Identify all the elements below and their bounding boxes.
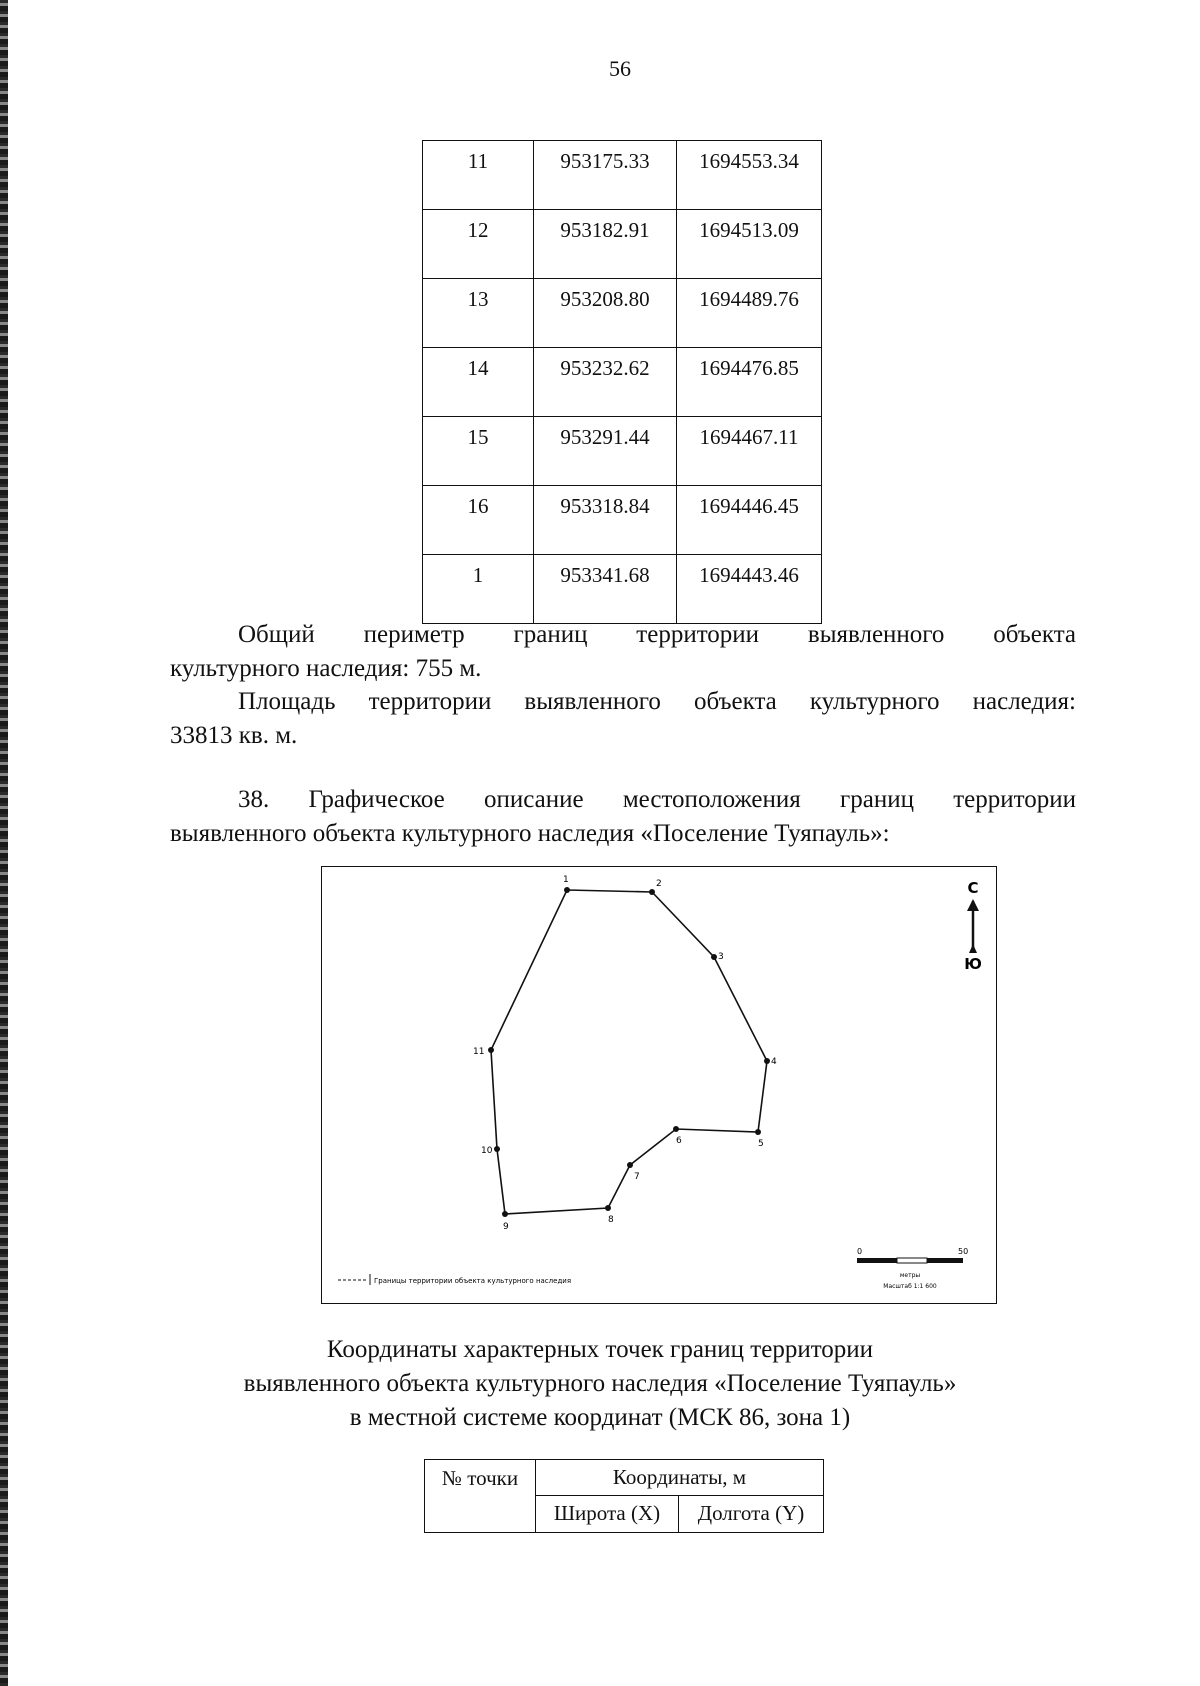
table-row [423,417,822,486]
boundary-point-label: 3 [718,952,724,962]
x-coordinate-cell: 953182.91 [534,210,677,279]
perimeter-word: территории [636,621,760,648]
header-point-number: № точки [425,1460,536,1533]
boundary-point-label: 7 [634,1172,640,1182]
boundary-point-label: 4 [771,1057,777,1067]
boundary-point-2 [649,889,655,895]
x-coordinate-cell: 953208.80 [534,279,677,348]
scale-bar [857,1247,968,1290]
perimeter-word: Общий [238,621,315,648]
y-coordinate-cell: 1694489.76 [677,279,822,348]
perimeter-word: объекта [993,621,1077,648]
header-latitude-x: Широта (X) [536,1495,679,1532]
area-line-2: 33813 кв. м. [170,722,298,749]
table-row [423,486,822,555]
boundary-point-label: 2 [656,879,662,889]
compass-north-label: С [967,879,979,897]
point-number-cell: 13 [423,279,534,348]
y-coordinate-cell: 1694443.46 [677,555,822,624]
coordinates-table-continued [422,140,822,624]
boundary-point-label: 11 [473,1047,485,1057]
x-coordinate-cell: 953291.44 [534,417,677,486]
scale-units-label: метры [899,1272,921,1279]
point-number-cell: 15 [423,417,534,486]
perimeter-word: границ [513,621,588,648]
boundary-map [321,866,997,1304]
header-coordinates: Координаты, м [536,1460,824,1496]
scale-ratio-label: Масштаб 1:1 600 [883,1283,937,1290]
legend-label: Границы территории объекта культурного наследия [374,1277,572,1285]
perimeter-word: выявленного [807,621,945,648]
boundary-point-10 [494,1146,500,1152]
x-coordinate-cell: 953318.84 [534,486,677,555]
boundary-point-3 [711,954,717,960]
point-number-cell: 16 [423,486,534,555]
coords-caption-line-1: Координаты характерных точек границ территории [326,1336,874,1363]
boundary-point-8 [605,1205,611,1211]
coords-caption-line-2: выявленного объекта культурного наследия «Поселение Туяпауль» [243,1370,957,1397]
scale-start-label: 0 [857,1247,863,1256]
table-row [423,141,822,210]
boundary-point-label: 6 [676,1136,682,1146]
page-number: 56 [609,56,631,81]
compass-south-label: Ю [964,955,982,973]
table-row [423,210,822,279]
boundary-point-label: 9 [503,1222,509,1232]
point-number-cell: 14 [423,348,534,417]
boundary-point-label: 1 [563,875,569,885]
coordinates-table-header [424,1459,824,1533]
section-heading-line-1: 38. Графическое описание местоположения границ территории [238,786,1076,813]
boundary-point-1 [564,887,570,893]
point-number-cell: 12 [423,210,534,279]
boundary-point-11 [488,1047,494,1053]
boundary-point-label: 5 [758,1139,764,1149]
boundary-point-4 [764,1058,770,1064]
header-longitude-y: Долгота (Y) [679,1495,824,1532]
y-coordinate-cell: 1694467.11 [677,417,822,486]
y-coordinate-cell: 1694476.85 [677,348,822,417]
boundary-point-6 [673,1126,679,1132]
area-line-1: Площадь территории выявленного объекта культурного наследия: [238,688,1076,715]
perimeter-word: периметр [363,621,465,648]
boundary-map-canvas [322,867,995,1302]
point-number-cell: 11 [423,141,534,210]
perimeter-line-2: культурного наследия: 755 м. [170,655,482,682]
table-row [423,279,822,348]
boundary-point-label: 10 [481,1146,493,1156]
coords-caption-line-3: в местной системе координат (МСК 86, зона 1) [349,1404,851,1431]
perimeter-line-1 [170,618,1076,651]
section-heading-line-2: выявленного объекта культурного наследия «Поселение Туяпауль»: [170,820,890,847]
y-coordinate-cell: 1694553.34 [677,141,822,210]
y-coordinate-cell: 1694446.45 [677,486,822,555]
boundary-point-5 [755,1129,761,1135]
boundary-points [473,875,777,1232]
x-coordinate-cell: 953175.33 [534,141,677,210]
boundary-point-9 [502,1211,508,1217]
scale-end-label: 50 [958,1247,969,1256]
north-arrow-icon [964,879,982,973]
x-coordinate-cell: 953232.62 [534,348,677,417]
y-coordinate-cell: 1694513.09 [677,210,822,279]
x-coordinate-cell: 953341.68 [534,555,677,624]
table-row [423,555,822,624]
boundary-point-label: 8 [608,1215,614,1225]
boundary-point-7 [627,1162,633,1168]
table-row [423,348,822,417]
point-number-cell: 1 [423,555,534,624]
map-legend [338,1274,571,1285]
